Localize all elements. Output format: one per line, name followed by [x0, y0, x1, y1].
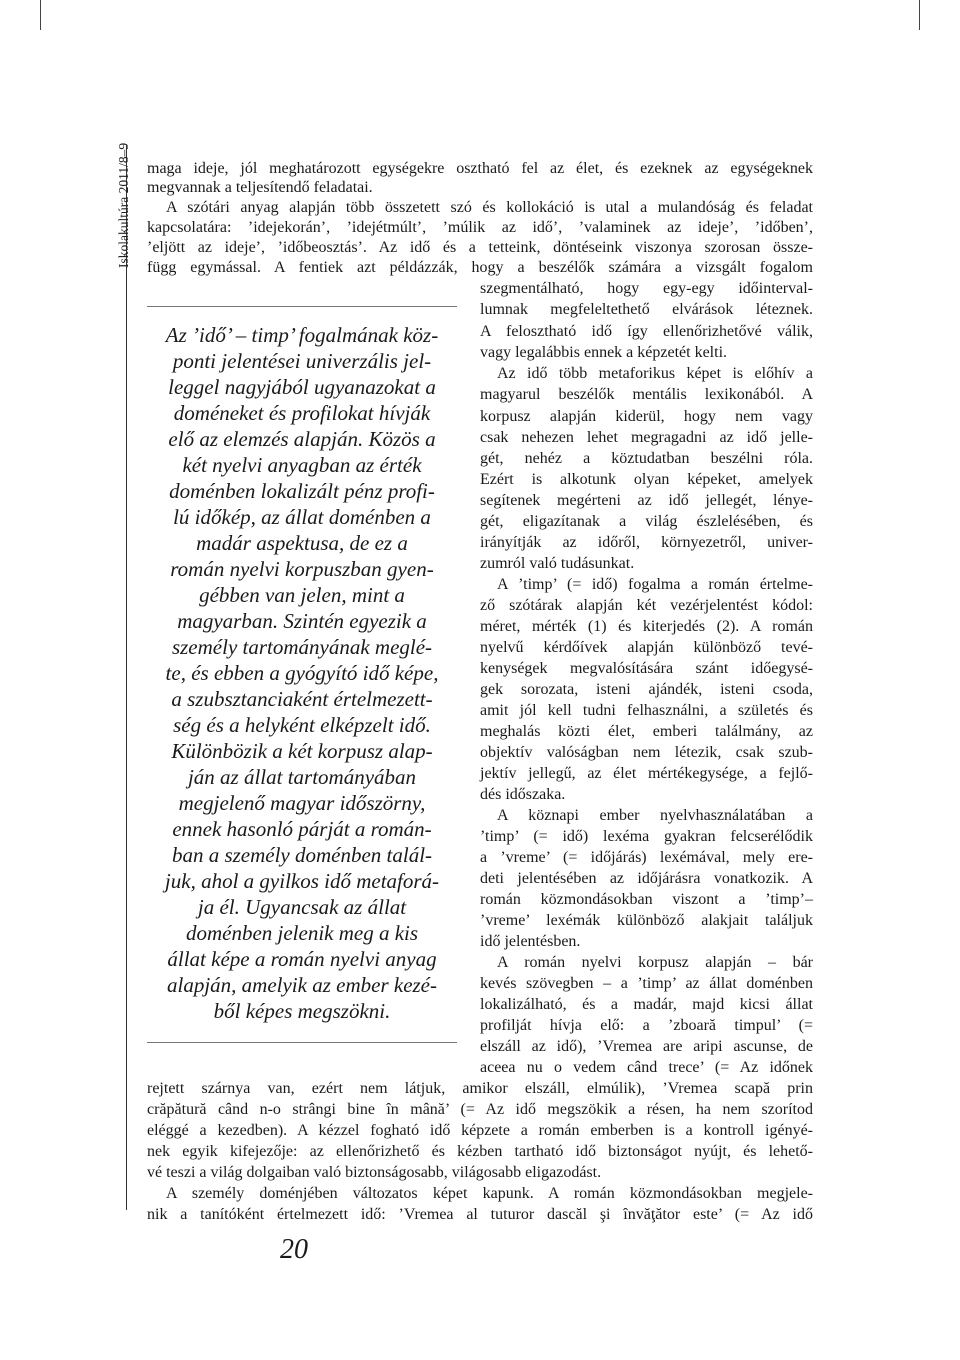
text-line: amit jól kell tudni felhasználni, a születés és [480, 702, 813, 719]
text-line: aceea nu o vedem când trece’ (= Az időnek [480, 1059, 813, 1076]
text-line: gét, nehéz a köztudatban beszélni róla. [480, 450, 813, 467]
text-line: A ’timp’ (= idő) fogalma a román értelme- [497, 576, 813, 593]
pull-quote-line: ennek hasonló párját a román- [172, 817, 432, 841]
text-line: ző szótárak alapján két vezérjelentést kódol: [480, 597, 813, 614]
text-line: kapcsolatára: ’idejekorán’, ’idejétmúlt’, ’múlik az idő’, ’valaminek az ideje’, ’időben’, [147, 219, 813, 236]
pull-quote-bottom-rule [147, 1042, 457, 1043]
pull-quote-line: magyarban. Szintén egyezik a [177, 609, 427, 633]
pull-quote-line: ponti jelentései univerzális jel- [172, 349, 432, 373]
text-line: zumról való tudásunkat. [480, 555, 635, 572]
text-line: A szótári anyag alapján több összetett szó és kollokáció is utal a mulandóság és feladat [166, 199, 813, 216]
crop-mark-left [40, 0, 41, 30]
text-line: Az idő több metaforikus képet is előhív a [497, 365, 813, 382]
text-line: maga ideje, jól meghatározott egységekre osztható fel az élet, és ezeknek az egységeknek [147, 160, 813, 177]
text-line: profilját hívja elő: a ’zboară timpul’ (= [480, 1017, 813, 1034]
pull-quote-line: állat képe a román nyelvi anyag [167, 947, 437, 971]
text-line: kenységek megvalósítására szánt időegysé- [480, 660, 813, 677]
pull-quote-line: juk, ahol a gyilkos idő metaforá- [164, 869, 440, 893]
text-line: nik a tanítóként értelmezett idő: ’Vremea al tuturor dascăl şi învăţător este’ (= Az idő [147, 1206, 813, 1223]
text-line: ’timp’ (= idő) lexéma gyakran felcserélődik [480, 828, 813, 845]
text-line: jektív jellegű, az élet mértékegysége, a fejlő- [480, 765, 813, 782]
text-line: vé teszi a világ dolgaiban való biztonságosabb, világosabb eligazodást. [147, 1164, 602, 1181]
text-line: meghalás közti élet, emberi találmány, az [480, 723, 813, 740]
text-line: lokalizálható, és a madár, majd kicsi állat [480, 996, 813, 1013]
text-line: eléggé a kezedben). A kézzel fogható idő képzete a román emberben is a kontroll igényé- [147, 1122, 813, 1139]
text-line: A személy doménjében változatos képet kapunk. A román közmondásokban megjele- [166, 1185, 813, 1202]
text-line: korpusz alapján kiderül, hogy nem vagy [480, 408, 813, 425]
text-line: csak nehezen lehet megragadni az idő jelle- [480, 429, 813, 446]
pull-quote-line: alapján, amelyik az ember kezé- [167, 973, 437, 997]
pull-quote-line: leggel nagyjából ugyanazokat a [168, 375, 436, 399]
text-line: dés időszaka. [480, 786, 566, 803]
text-line: függ egymással. A fentiek azt példázzák, hogy a beszélők számára a vizsgált fogalom [147, 259, 813, 276]
text-line: objektív valóságban nem létezik, csak szub- [480, 744, 813, 761]
text-line: gek sorozata, isteni ajándék, isteni csoda, [480, 681, 813, 698]
journal-side-label: Iskolakultúra 2011/8–9 [116, 142, 131, 268]
pull-quote-line: madár aspektusa, de ez a [196, 531, 408, 555]
text-line: ’eljött az ideje’, ’időbeosztás’. Az idő és a tetteink, döntéseink viszonya szorosan össze- [147, 239, 813, 256]
pull-quote-line: személy tartományának meglé- [171, 635, 433, 659]
page-number: 20 [280, 1234, 308, 1265]
text-line: segítenek megérteni az idő jellegét, lénye- [480, 492, 813, 509]
pull-quote-line: két nyelvi anyagban az érték [182, 453, 422, 477]
pull-quote-line: gébben van jelen, mint a [199, 583, 405, 607]
text-line: Ezért is alkotunk olyan képeket, amelyek [480, 471, 813, 488]
text-line: crăpătură când n-o strângi bine în mână’ (= Az idő megszökik a résen, ha nem szorítod [147, 1101, 813, 1118]
text-line: deti jelentésében az időjárásra vonatkozik. A [480, 870, 813, 887]
text-line: A felosztható idő így ellenőrizhetővé válik, [480, 323, 813, 340]
text-line: szegmentálható, hogy egy-egy időinterval- [480, 280, 813, 297]
text-line: rejtett szárnya van, ezért nem látjuk, amikor elszáll, elmúlik), ’Vremea scapă prin [147, 1080, 813, 1097]
text-line: méret, mérték (1) és kiterjedés (2). A román [480, 618, 813, 635]
pull-quote-line: te, és ebben a gyógyító idő képe, [165, 661, 439, 685]
text-line: a ’vreme’ (= időjárás) lexémával, mely ere- [480, 849, 813, 866]
pull-quote-line: doménben jelenik meg a kis [185, 921, 419, 945]
pull-quote-line: doménben lokalizált pénz profi- [169, 479, 435, 503]
pull-quote-line: lú időkép, az állat doménben a [173, 505, 431, 529]
text-line: román közmondásokban viszont a ’timp’– [480, 891, 813, 908]
pull-quote-line: a szubsztanciaként értelmezett- [171, 687, 433, 711]
pull-quote-line: doméneket és profilokat hívják [173, 401, 431, 425]
pull-quote-line: román nyelvi korpuszban gyen- [170, 557, 434, 581]
text-line: megvannak a teljesítendő feladatai. [147, 179, 373, 196]
text-line: vagy legalábbis ennek a képzetét kelti. [480, 344, 728, 361]
text-line: magyarul beszélők mentális lexikonából. A [480, 386, 813, 403]
text-line: ’vreme’ lexémák különböző alakjait találjuk [480, 912, 813, 929]
pull-quote-line: ség és a helyként elképzelt idő. [173, 713, 431, 737]
pull-quote-line: Különbözik a két korpusz alap- [171, 739, 433, 763]
text-line: gét, eligazítanak a világ észlelésében, és [480, 513, 813, 530]
text-line: kevés szövegben – a ’timp’ az állat doménben [480, 975, 813, 992]
pull-quote-line: elő az elemzés alapján. Közös a [168, 427, 436, 451]
text-line: lumnak megfeleltethető elvárások léteznek. [480, 301, 813, 318]
crop-mark-right [919, 0, 920, 30]
pull-quote-line: ban a személy doménben talál- [171, 843, 433, 867]
pull-quote-line: ja él. Ugyancsak az állat [197, 895, 407, 919]
text-line: idő jelentésben. [480, 933, 581, 950]
pull-quote-line: Az ’idő’ – timp’ fogalmának köz- [165, 323, 439, 347]
text-line: elszáll az idő), ’Vremea are aripi ascunse, de [480, 1038, 813, 1055]
text-line: nyelvű kérdőívek alapján különböző tevé- [480, 639, 813, 656]
pull-quote-line: ből képes megszökni. [213, 999, 391, 1023]
text-line: nek egyik kifejezője: az ellenőrizhető és kézben tartható idő biztonságot nyújt, és lehető- [147, 1143, 813, 1160]
text-line: irányítják az időről, környezetről, univer- [480, 534, 813, 551]
pull-quote-line: megjelenő magyar időszörny, [178, 791, 426, 815]
text-line: A román nyelvi korpusz alapján – bár [497, 954, 813, 971]
pull-quote-top-rule [147, 306, 457, 307]
pull-quote-line: ján az állat tartományában [187, 765, 417, 789]
side-rule [126, 145, 127, 1210]
text-line: A köznapi ember nyelvhasználatában a [497, 807, 813, 824]
